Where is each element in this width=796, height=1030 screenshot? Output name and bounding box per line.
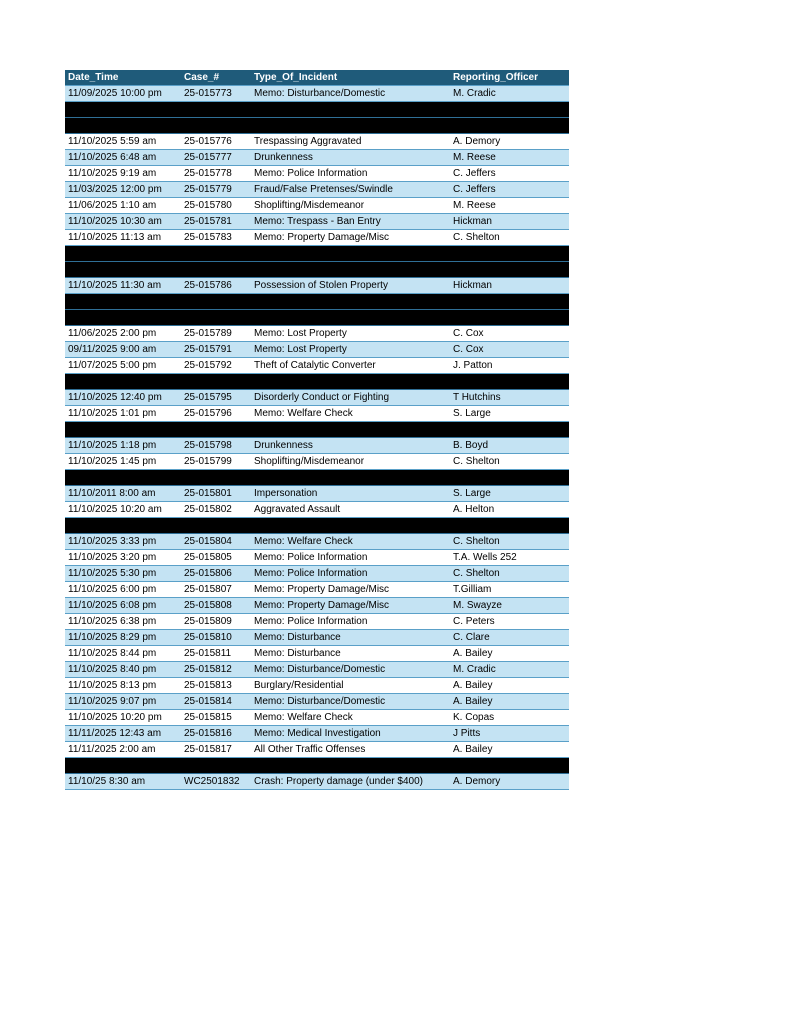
cell-case-number: 25-015801 bbox=[181, 486, 251, 502]
cell-date-time: 11/10/2025 12:40 pm bbox=[65, 390, 181, 406]
cell-incident-type: Memo: Medical Investigation bbox=[251, 726, 450, 742]
table-header-row bbox=[65, 70, 569, 86]
table-row bbox=[65, 694, 569, 710]
cell-reporting-officer: M. Cradic bbox=[450, 86, 569, 102]
cell-reporting-officer: C. Clare bbox=[450, 630, 569, 646]
table-row bbox=[65, 678, 569, 694]
cell-case-number: 25-015813 bbox=[181, 678, 251, 694]
redaction-bar bbox=[65, 518, 569, 534]
cell-reporting-officer: A. Helton bbox=[450, 502, 569, 518]
cell-date-time: 11/10/2025 1:45 pm bbox=[65, 454, 181, 470]
cell-date-time: 11/10/2025 6:00 pm bbox=[65, 582, 181, 598]
cell-date-time: 11/10/2025 1:01 pm bbox=[65, 406, 181, 422]
cell-incident-type: Burglary/Residential bbox=[251, 678, 450, 694]
cell-reporting-officer: T Hutchins bbox=[450, 390, 569, 406]
cell-case-number: 25-015808 bbox=[181, 598, 251, 614]
cell-case-number: 25-015776 bbox=[181, 134, 251, 150]
cell-case-number: 25-015811 bbox=[181, 646, 251, 662]
cell-date-time: 11/10/2025 11:13 am bbox=[65, 230, 181, 246]
table-row bbox=[65, 454, 569, 470]
cell-date-time: 11/10/2025 11:30 am bbox=[65, 278, 181, 294]
cell-case-number: WC2501832 bbox=[181, 774, 251, 790]
cell-incident-type: Aggravated Assault bbox=[251, 502, 450, 518]
cell-incident-type: Memo: Welfare Check bbox=[251, 406, 450, 422]
cell-case-number: 25-015795 bbox=[181, 390, 251, 406]
redacted-row bbox=[65, 470, 569, 486]
table-row bbox=[65, 166, 569, 182]
cell-case-number: 25-015777 bbox=[181, 150, 251, 166]
cell-reporting-officer: C. Shelton bbox=[450, 566, 569, 582]
cell-incident-type: Theft of Catalytic Converter bbox=[251, 358, 450, 374]
header-incident-type: Type_Of_Incident bbox=[251, 70, 450, 86]
table-row bbox=[65, 390, 569, 406]
cell-date-time: 11/10/2025 8:13 pm bbox=[65, 678, 181, 694]
redacted-row bbox=[65, 294, 569, 310]
redacted-row bbox=[65, 758, 569, 774]
cell-case-number: 25-015807 bbox=[181, 582, 251, 598]
cell-case-number: 25-015810 bbox=[181, 630, 251, 646]
cell-incident-type: Possession of Stolen Property bbox=[251, 278, 450, 294]
cell-reporting-officer: J Pitts bbox=[450, 726, 569, 742]
table-row bbox=[65, 502, 569, 518]
cell-date-time: 11/10/2025 6:08 pm bbox=[65, 598, 181, 614]
cell-date-time: 11/11/2025 12:43 am bbox=[65, 726, 181, 742]
cell-date-time: 11/10/25 8:30 am bbox=[65, 774, 181, 790]
cell-date-time: 11/10/2025 6:48 am bbox=[65, 150, 181, 166]
table-row bbox=[65, 550, 569, 566]
table-row bbox=[65, 710, 569, 726]
table-row bbox=[65, 566, 569, 582]
cell-incident-type: Memo: Welfare Check bbox=[251, 710, 450, 726]
table-row bbox=[65, 278, 569, 294]
table-row bbox=[65, 598, 569, 614]
table-row bbox=[65, 774, 569, 790]
redaction-bar bbox=[65, 422, 569, 438]
cell-incident-type: Memo: Property Damage/Misc bbox=[251, 582, 450, 598]
cell-case-number: 25-015814 bbox=[181, 694, 251, 710]
cell-reporting-officer: Hickman bbox=[450, 214, 569, 230]
cell-reporting-officer: C. Jeffers bbox=[450, 182, 569, 198]
cell-reporting-officer: C. Shelton bbox=[450, 534, 569, 550]
cell-incident-type: Memo: Police Information bbox=[251, 550, 450, 566]
cell-case-number: 25-015780 bbox=[181, 198, 251, 214]
cell-incident-type: Fraud/False Pretenses/Swindle bbox=[251, 182, 450, 198]
table-row bbox=[65, 214, 569, 230]
cell-reporting-officer: M. Swayze bbox=[450, 598, 569, 614]
redacted-row bbox=[65, 102, 569, 118]
cell-case-number: 25-015816 bbox=[181, 726, 251, 742]
cell-incident-type: Memo: Property Damage/Misc bbox=[251, 230, 450, 246]
cell-case-number: 25-015809 bbox=[181, 614, 251, 630]
cell-reporting-officer: A. Demory bbox=[450, 774, 569, 790]
cell-incident-type: Memo: Disturbance bbox=[251, 630, 450, 646]
cell-date-time: 11/07/2025 5:00 pm bbox=[65, 358, 181, 374]
cell-incident-type: All Other Traffic Offenses bbox=[251, 742, 450, 758]
cell-case-number: 25-015804 bbox=[181, 534, 251, 550]
cell-reporting-officer: C. Peters bbox=[450, 614, 569, 630]
redaction-bar bbox=[65, 758, 569, 774]
cell-reporting-officer: K. Copas bbox=[450, 710, 569, 726]
cell-incident-type: Memo: Police Information bbox=[251, 166, 450, 182]
cell-case-number: 25-015792 bbox=[181, 358, 251, 374]
redaction-bar bbox=[65, 374, 569, 390]
header-reporting-officer: Reporting_Officer bbox=[450, 70, 569, 86]
cell-case-number: 25-015778 bbox=[181, 166, 251, 182]
cell-date-time: 11/10/2025 3:20 pm bbox=[65, 550, 181, 566]
cell-incident-type: Disorderly Conduct or Fighting bbox=[251, 390, 450, 406]
cell-incident-type: Shoplifting/Misdemeanor bbox=[251, 198, 450, 214]
cell-incident-type: Memo: Disturbance/Domestic bbox=[251, 86, 450, 102]
cell-date-time: 11/10/2025 10:20 am bbox=[65, 502, 181, 518]
table-row bbox=[65, 86, 569, 102]
cell-date-time: 11/10/2025 8:40 pm bbox=[65, 662, 181, 678]
cell-date-time: 11/10/2025 1:18 pm bbox=[65, 438, 181, 454]
cell-case-number: 25-015817 bbox=[181, 742, 251, 758]
table-row bbox=[65, 614, 569, 630]
redaction-bar bbox=[65, 294, 569, 310]
cell-date-time: 11/10/2025 6:38 pm bbox=[65, 614, 181, 630]
header-case-number: Case_# bbox=[181, 70, 251, 86]
redacted-row bbox=[65, 310, 569, 326]
redaction-bar bbox=[65, 118, 569, 134]
cell-incident-type: Memo: Welfare Check bbox=[251, 534, 450, 550]
cell-case-number: 25-015773 bbox=[181, 86, 251, 102]
cell-case-number: 25-015812 bbox=[181, 662, 251, 678]
cell-incident-type: Crash: Property damage (under $400) bbox=[251, 774, 450, 790]
table-row bbox=[65, 646, 569, 662]
cell-incident-type: Drunkenness bbox=[251, 150, 450, 166]
table-row bbox=[65, 582, 569, 598]
redaction-bar bbox=[65, 246, 569, 262]
cell-reporting-officer: A. Demory bbox=[450, 134, 569, 150]
cell-reporting-officer: J. Patton bbox=[450, 358, 569, 374]
table-row bbox=[65, 134, 569, 150]
cell-reporting-officer: T.Gilliam bbox=[450, 582, 569, 598]
cell-incident-type: Impersonation bbox=[251, 486, 450, 502]
redacted-row bbox=[65, 118, 569, 134]
cell-incident-type: Memo: Police Information bbox=[251, 614, 450, 630]
cell-reporting-officer: A. Bailey bbox=[450, 646, 569, 662]
table-row bbox=[65, 150, 569, 166]
cell-date-time: 11/10/2025 5:59 am bbox=[65, 134, 181, 150]
table-row bbox=[65, 198, 569, 214]
cell-date-time: 11/06/2025 2:00 pm bbox=[65, 326, 181, 342]
table-row bbox=[65, 630, 569, 646]
cell-reporting-officer: A. Bailey bbox=[450, 742, 569, 758]
redaction-bar bbox=[65, 262, 569, 278]
cell-date-time: 11/06/2025 1:10 am bbox=[65, 198, 181, 214]
cell-incident-type: Memo: Lost Property bbox=[251, 326, 450, 342]
cell-date-time: 11/10/2025 10:30 am bbox=[65, 214, 181, 230]
cell-date-time: 11/03/2025 12:00 pm bbox=[65, 182, 181, 198]
redacted-row bbox=[65, 246, 569, 262]
table-row bbox=[65, 326, 569, 342]
cell-incident-type: Memo: Lost Property bbox=[251, 342, 450, 358]
cell-reporting-officer: B. Boyd bbox=[450, 438, 569, 454]
cell-reporting-officer: T.A. Wells 252 bbox=[450, 550, 569, 566]
cell-incident-type: Shoplifting/Misdemeanor bbox=[251, 454, 450, 470]
cell-date-time: 11/10/2011 8:00 am bbox=[65, 486, 181, 502]
redacted-row bbox=[65, 518, 569, 534]
cell-date-time: 11/10/2025 9:07 pm bbox=[65, 694, 181, 710]
cell-incident-type: Memo: Trespass - Ban Entry bbox=[251, 214, 450, 230]
cell-incident-type: Memo: Police Information bbox=[251, 566, 450, 582]
redacted-row bbox=[65, 422, 569, 438]
cell-date-time: 11/10/2025 5:30 pm bbox=[65, 566, 181, 582]
cell-date-time: 11/10/2025 10:20 pm bbox=[65, 710, 181, 726]
cell-date-time: 11/10/2025 8:44 pm bbox=[65, 646, 181, 662]
cell-reporting-officer: C. Jeffers bbox=[450, 166, 569, 182]
cell-reporting-officer: S. Large bbox=[450, 406, 569, 422]
cell-incident-type: Drunkenness bbox=[251, 438, 450, 454]
cell-reporting-officer: C. Shelton bbox=[450, 230, 569, 246]
cell-incident-type: Memo: Disturbance/Domestic bbox=[251, 662, 450, 678]
cell-case-number: 25-015781 bbox=[181, 214, 251, 230]
cell-reporting-officer: A. Bailey bbox=[450, 694, 569, 710]
table-body bbox=[65, 86, 569, 790]
cell-case-number: 25-015799 bbox=[181, 454, 251, 470]
cell-incident-type: Memo: Property Damage/Misc bbox=[251, 598, 450, 614]
table-row bbox=[65, 742, 569, 758]
redacted-row bbox=[65, 374, 569, 390]
header-date-time: Date_Time bbox=[65, 70, 181, 86]
table-row bbox=[65, 182, 569, 198]
redaction-bar bbox=[65, 310, 569, 326]
table-row bbox=[65, 662, 569, 678]
cell-case-number: 25-015779 bbox=[181, 182, 251, 198]
cell-date-time: 11/10/2025 9:19 am bbox=[65, 166, 181, 182]
cell-case-number: 25-015802 bbox=[181, 502, 251, 518]
cell-reporting-officer: Hickman bbox=[450, 278, 569, 294]
redaction-bar bbox=[65, 102, 569, 118]
cell-case-number: 25-015783 bbox=[181, 230, 251, 246]
cell-incident-type: Memo: Disturbance/Domestic bbox=[251, 694, 450, 710]
redaction-bar bbox=[65, 470, 569, 486]
cell-date-time: 11/09/2025 10:00 pm bbox=[65, 86, 181, 102]
cell-reporting-officer: M. Reese bbox=[450, 198, 569, 214]
cell-reporting-officer: C. Cox bbox=[450, 342, 569, 358]
cell-date-time: 11/11/2025 2:00 am bbox=[65, 742, 181, 758]
table-row bbox=[65, 342, 569, 358]
cell-case-number: 25-015815 bbox=[181, 710, 251, 726]
cell-case-number: 25-015789 bbox=[181, 326, 251, 342]
cell-incident-type: Trespassing Aggravated bbox=[251, 134, 450, 150]
table-row bbox=[65, 406, 569, 422]
cell-reporting-officer: A. Bailey bbox=[450, 678, 569, 694]
table-row bbox=[65, 534, 569, 550]
cell-reporting-officer: M. Cradic bbox=[450, 662, 569, 678]
cell-case-number: 25-015796 bbox=[181, 406, 251, 422]
cell-case-number: 25-015798 bbox=[181, 438, 251, 454]
table-row bbox=[65, 230, 569, 246]
cell-reporting-officer: C. Shelton bbox=[450, 454, 569, 470]
table-row bbox=[65, 358, 569, 374]
cell-case-number: 25-015791 bbox=[181, 342, 251, 358]
redacted-row bbox=[65, 262, 569, 278]
cell-case-number: 25-015805 bbox=[181, 550, 251, 566]
cell-case-number: 25-015786 bbox=[181, 278, 251, 294]
cell-case-number: 25-015806 bbox=[181, 566, 251, 582]
table-row bbox=[65, 438, 569, 454]
cell-reporting-officer: M. Reese bbox=[450, 150, 569, 166]
table-row bbox=[65, 486, 569, 502]
cell-incident-type: Memo: Disturbance bbox=[251, 646, 450, 662]
cell-date-time: 11/10/2025 8:29 pm bbox=[65, 630, 181, 646]
cell-reporting-officer: C. Cox bbox=[450, 326, 569, 342]
table-row bbox=[65, 726, 569, 742]
incident-log-table bbox=[65, 70, 569, 790]
cell-date-time: 11/10/2025 3:33 pm bbox=[65, 534, 181, 550]
cell-date-time: 09/11/2025 9:00 am bbox=[65, 342, 181, 358]
cell-reporting-officer: S. Large bbox=[450, 486, 569, 502]
